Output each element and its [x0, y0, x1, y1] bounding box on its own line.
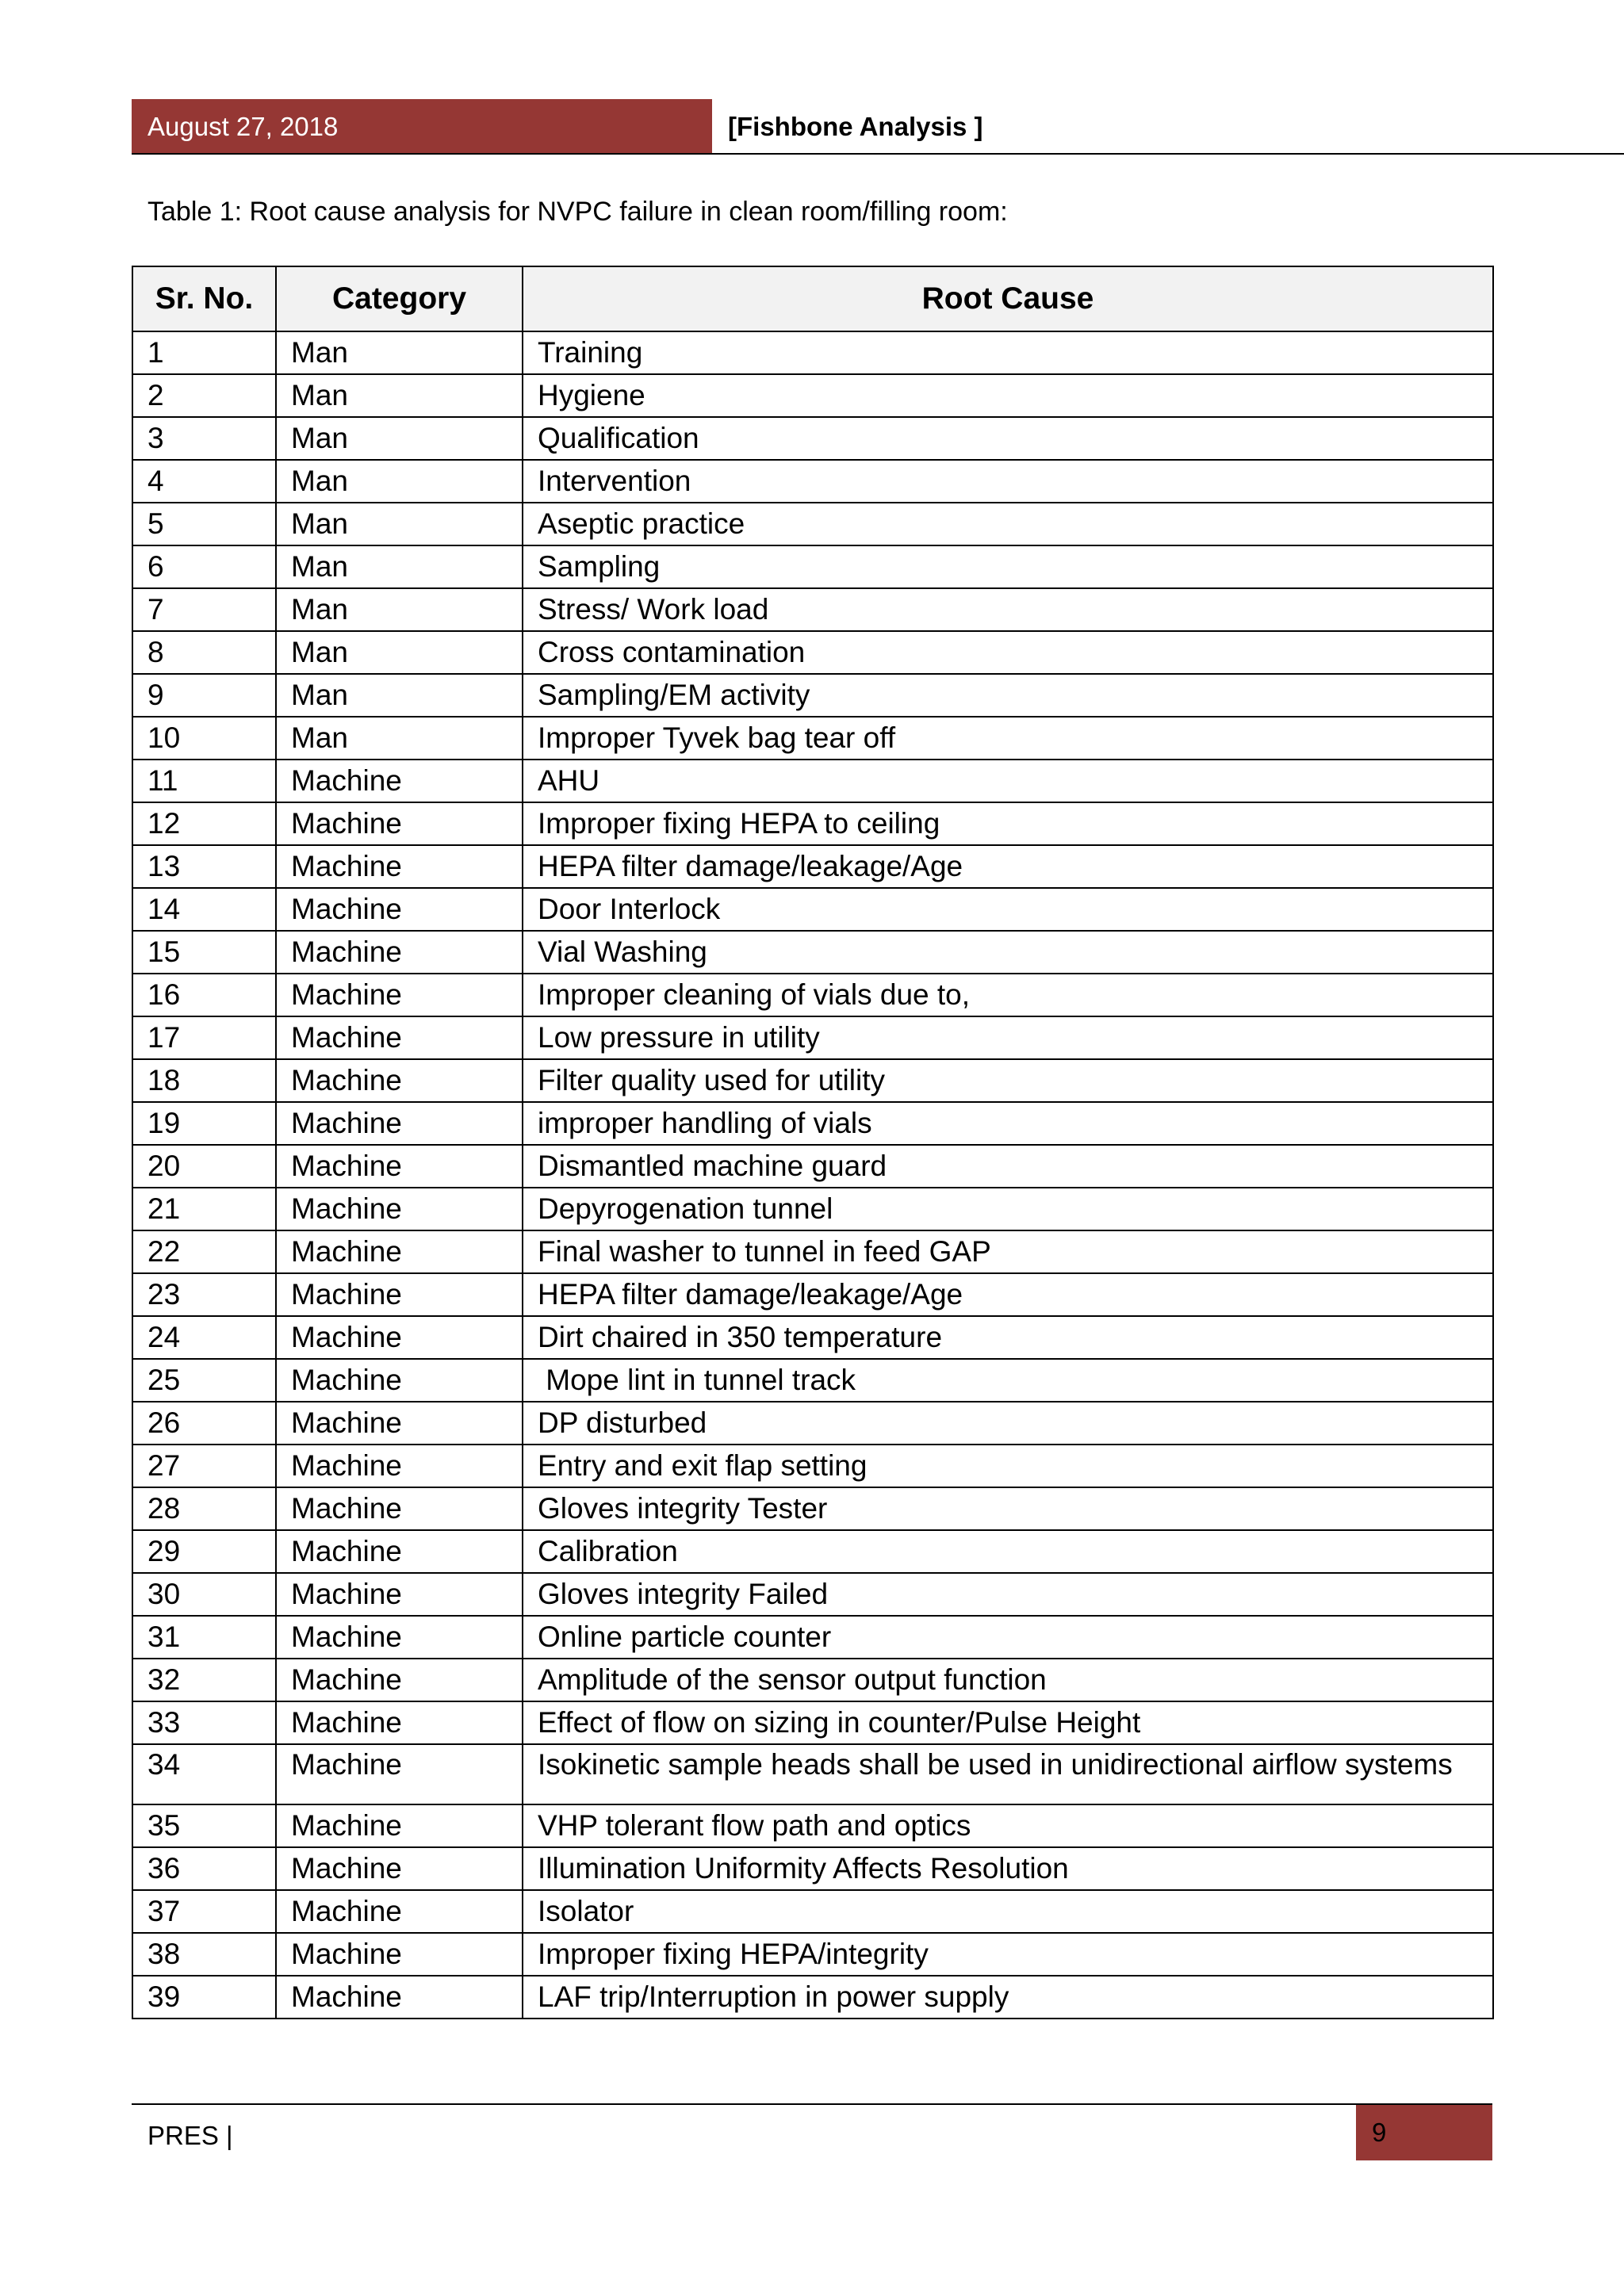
table-row [132, 1530, 1493, 1573]
cell-category: Man [276, 631, 523, 674]
cell-root-cause: Isolator [523, 1890, 1493, 1933]
table-row [132, 931, 1493, 974]
cell-root-cause: DP disturbed [523, 1402, 1493, 1445]
cell-root-cause: Dirt chaired in 350 temperature [523, 1316, 1493, 1359]
table-row [132, 1445, 1493, 1487]
cell-category: Machine [276, 1487, 523, 1530]
cell-sr-no: 1 [132, 331, 276, 374]
cell-root-cause: Improper Tyvek bag tear off [523, 717, 1493, 760]
cell-sr-no: 39 [132, 1976, 276, 2019]
cell-category: Man [276, 374, 523, 417]
cell-sr-no: 22 [132, 1230, 276, 1273]
cell-category: Machine [276, 1402, 523, 1445]
cell-category: Machine [276, 845, 523, 888]
cell-sr-no: 11 [132, 760, 276, 802]
table-row [132, 1230, 1493, 1273]
cell-root-cause: Improper fixing HEPA/integrity [523, 1933, 1493, 1976]
cell-root-cause: AHU [523, 760, 1493, 802]
cell-category: Machine [276, 760, 523, 802]
cell-sr-no: 19 [132, 1102, 276, 1145]
cell-category: Machine [276, 1316, 523, 1359]
table-row [132, 674, 1493, 717]
table-row [132, 1701, 1493, 1744]
column-header-sr-no: Sr. No. [132, 266, 276, 331]
table-caption: Table 1: Root cause analysis for NVPC failure in clean room/filling room: [147, 197, 1008, 227]
table-row [132, 374, 1493, 417]
cell-root-cause: Mope lint in tunnel track [523, 1359, 1493, 1402]
cell-sr-no: 38 [132, 1933, 276, 1976]
cell-category: Machine [276, 1530, 523, 1573]
table-row [132, 1359, 1493, 1402]
cell-sr-no: 31 [132, 1616, 276, 1659]
cell-sr-no: 9 [132, 674, 276, 717]
table-row [132, 1933, 1493, 1976]
cell-sr-no: 33 [132, 1701, 276, 1744]
root-cause-table [132, 266, 1494, 2019]
table-row [132, 888, 1493, 931]
cell-category: Machine [276, 1701, 523, 1744]
cell-sr-no: 14 [132, 888, 276, 931]
cell-root-cause: Sampling/EM activity [523, 674, 1493, 717]
cell-category: Machine [276, 1016, 523, 1059]
cell-category: Man [276, 674, 523, 717]
table-row [132, 545, 1493, 588]
cell-sr-no: 17 [132, 1016, 276, 1059]
cell-sr-no: 36 [132, 1847, 276, 1890]
table-row [132, 974, 1493, 1016]
cell-category: Machine [276, 974, 523, 1016]
cell-category: Machine [276, 1976, 523, 2019]
cell-root-cause: Online particle counter [523, 1616, 1493, 1659]
cell-sr-no: 37 [132, 1890, 276, 1933]
cell-root-cause: LAF trip/Interruption in power supply [523, 1976, 1493, 2019]
cell-root-cause: Qualification [523, 417, 1493, 460]
cell-root-cause: Sampling [523, 545, 1493, 588]
table-row [132, 1573, 1493, 1616]
cell-sr-no: 27 [132, 1445, 276, 1487]
cell-root-cause: Improper cleaning of vials due to, [523, 974, 1493, 1016]
cell-sr-no: 20 [132, 1145, 276, 1188]
cell-sr-no: 18 [132, 1059, 276, 1102]
table-row [132, 1102, 1493, 1145]
cell-category: Machine [276, 1230, 523, 1273]
cell-root-cause: improper handling of vials [523, 1102, 1493, 1145]
cell-root-cause: Improper fixing HEPA to ceiling [523, 802, 1493, 845]
cell-sr-no: 15 [132, 931, 276, 974]
table-row [132, 1402, 1493, 1445]
table-row [132, 331, 1493, 374]
cell-root-cause: Gloves integrity Failed [523, 1573, 1493, 1616]
cell-sr-no: 25 [132, 1359, 276, 1402]
cell-root-cause: Training [523, 331, 1493, 374]
table-row [132, 588, 1493, 631]
cell-sr-no: 10 [132, 717, 276, 760]
table-body [132, 331, 1493, 2019]
cell-category: Machine [276, 1890, 523, 1933]
table-row [132, 717, 1493, 760]
table-row [132, 1976, 1493, 2019]
cell-category: Machine [276, 1188, 523, 1230]
table-row [132, 802, 1493, 845]
table-row [132, 1273, 1493, 1316]
cell-sr-no: 35 [132, 1804, 276, 1847]
table-row [132, 1487, 1493, 1530]
cell-sr-no: 8 [132, 631, 276, 674]
cell-category: Machine [276, 1145, 523, 1188]
cell-root-cause: VHP tolerant flow path and optics [523, 1804, 1493, 1847]
cell-category: Machine [276, 1059, 523, 1102]
cell-category: Man [276, 503, 523, 545]
cell-root-cause: Effect of flow on sizing in counter/Pulse Height [523, 1701, 1493, 1744]
cell-root-cause: Vial Washing [523, 931, 1493, 974]
cell-sr-no: 3 [132, 417, 276, 460]
cell-sr-no: 2 [132, 374, 276, 417]
cell-root-cause: Entry and exit flap setting [523, 1445, 1493, 1487]
footer-label: PRES | [147, 2121, 233, 2150]
cell-sr-no: 21 [132, 1188, 276, 1230]
cell-category: Man [276, 460, 523, 503]
table-row [132, 1059, 1493, 1102]
cell-sr-no: 28 [132, 1487, 276, 1530]
cell-sr-no: 30 [132, 1573, 276, 1616]
cell-root-cause: HEPA filter damage/leakage/Age [523, 1273, 1493, 1316]
table-row [132, 1890, 1493, 1933]
cell-root-cause: Isokinetic sample heads shall be used in unidirectional airflow systems [523, 1744, 1493, 1804]
cell-root-cause: Filter quality used for utility [523, 1059, 1493, 1102]
cell-category: Machine [276, 1616, 523, 1659]
cell-category: Machine [276, 1359, 523, 1402]
cell-category: Man [276, 588, 523, 631]
cell-sr-no: 34 [132, 1744, 276, 1804]
cell-root-cause: Door Interlock [523, 888, 1493, 931]
table-row [132, 417, 1493, 460]
cell-root-cause: Low pressure in utility [523, 1016, 1493, 1059]
footer-rule [132, 2103, 1492, 2105]
cell-category: Machine [276, 1445, 523, 1487]
header-date: August 27, 2018 [132, 99, 712, 155]
cell-root-cause: Dismantled machine guard [523, 1145, 1493, 1188]
cell-category: Machine [276, 1659, 523, 1701]
cell-root-cause: Depyrogenation tunnel [523, 1188, 1493, 1230]
table-row [132, 1316, 1493, 1359]
table-row [132, 1145, 1493, 1188]
cell-root-cause: HEPA filter damage/leakage/Age [523, 845, 1493, 888]
cell-root-cause: Intervention [523, 460, 1493, 503]
table-row [132, 760, 1493, 802]
cell-sr-no: 7 [132, 588, 276, 631]
table-header-row [132, 266, 1493, 331]
cell-sr-no: 16 [132, 974, 276, 1016]
table-row [132, 1744, 1493, 1804]
table-row [132, 1659, 1493, 1701]
table-row [132, 1188, 1493, 1230]
page-number: 9 [1356, 2105, 1492, 2160]
header-title: [Fishbone Analysis ] [728, 112, 983, 141]
cell-category: Machine [276, 1933, 523, 1976]
cell-category: Man [276, 545, 523, 588]
cell-root-cause: Amplitude of the sensor output function [523, 1659, 1493, 1701]
cell-sr-no: 23 [132, 1273, 276, 1316]
cell-category: Machine [276, 1804, 523, 1847]
cell-sr-no: 26 [132, 1402, 276, 1445]
cell-root-cause: Aseptic practice [523, 503, 1493, 545]
cell-category: Machine [276, 1273, 523, 1316]
cell-root-cause: Stress/ Work load [523, 588, 1493, 631]
cell-root-cause: Final washer to tunnel in feed GAP [523, 1230, 1493, 1273]
cell-sr-no: 29 [132, 1530, 276, 1573]
cell-sr-no: 6 [132, 545, 276, 588]
cell-category: Machine [276, 1573, 523, 1616]
cell-root-cause: Cross contamination [523, 631, 1493, 674]
cell-root-cause: Illumination Uniformity Affects Resolution [523, 1847, 1493, 1890]
table-row [132, 460, 1493, 503]
table-row [132, 1016, 1493, 1059]
column-header-root-cause: Root Cause [523, 266, 1493, 331]
cell-sr-no: 12 [132, 802, 276, 845]
table-row [132, 845, 1493, 888]
table-row [132, 631, 1493, 674]
cell-category: Machine [276, 888, 523, 931]
cell-root-cause: Hygiene [523, 374, 1493, 417]
cell-category: Man [276, 717, 523, 760]
cell-category: Machine [276, 1744, 523, 1804]
column-header-category: Category [276, 266, 523, 331]
cell-category: Machine [276, 1102, 523, 1145]
cell-root-cause: Calibration [523, 1530, 1493, 1573]
cell-category: Machine [276, 931, 523, 974]
cell-category: Man [276, 331, 523, 374]
table-row [132, 1847, 1493, 1890]
cell-category: Man [276, 417, 523, 460]
cell-root-cause: Gloves integrity Tester [523, 1487, 1493, 1530]
cell-sr-no: 5 [132, 503, 276, 545]
cell-sr-no: 24 [132, 1316, 276, 1359]
cell-category: Machine [276, 802, 523, 845]
table-row [132, 1804, 1493, 1847]
header-rule [132, 153, 1624, 155]
cell-category: Machine [276, 1847, 523, 1890]
cell-sr-no: 13 [132, 845, 276, 888]
cell-sr-no: 32 [132, 1659, 276, 1701]
table-row [132, 1616, 1493, 1659]
table-row [132, 503, 1493, 545]
cell-sr-no: 4 [132, 460, 276, 503]
